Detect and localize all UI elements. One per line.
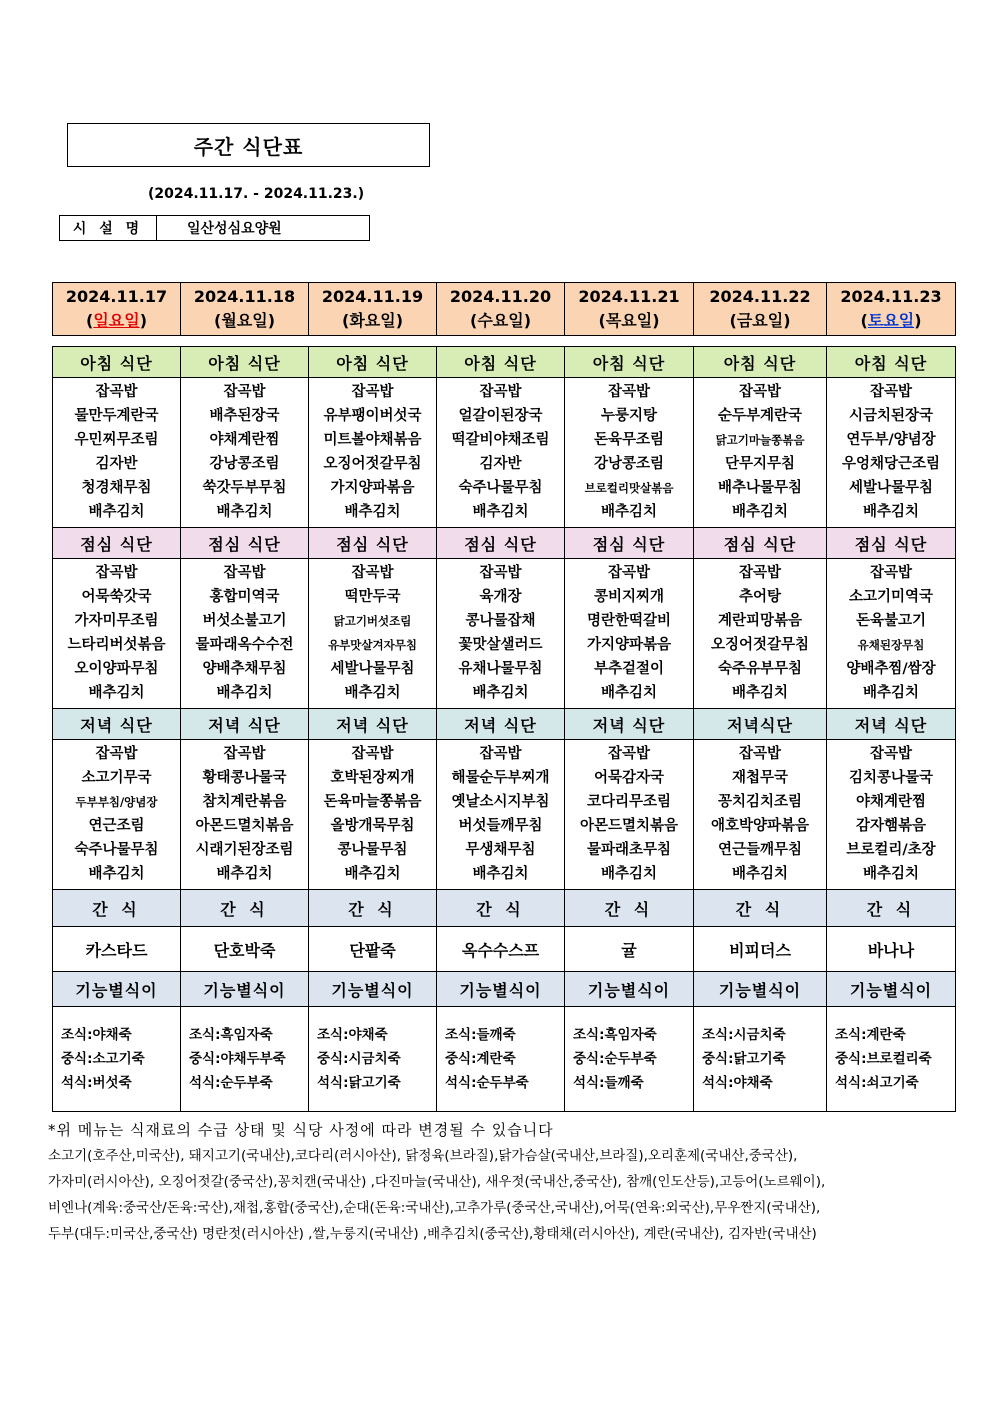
paren: ( [729, 311, 737, 330]
snack-item: 귤 [565, 927, 694, 972]
menu-item: 홍합미역국 [209, 589, 280, 605]
menu-item: 잡곡밥 [351, 565, 394, 581]
menu-item: 배추김치 [216, 685, 273, 701]
day-name: 금요일 [736, 311, 784, 330]
menu-item: 배추김치 [862, 866, 920, 882]
menu-item: 김자반 [95, 456, 138, 472]
origin-note: 가자미(러시아산), 오징어젓갈(중국산),꽁치캔(국내산) ,다진마늘(국내산), 새우젓(국내산,중국산), 참깨(인도산등),고등어(노르웨이), [48, 1174, 826, 1190]
breakfast-band [53, 347, 956, 378]
facility-label: 시 설 명 [60, 216, 157, 240]
functional-cell [437, 1007, 565, 1112]
menu-item: 콩나물무침 [337, 842, 408, 858]
dinner-label: 저녁 식단 [53, 709, 181, 740]
menu-item: 콩비지찌개 [593, 589, 665, 605]
menu-item: 양배추찜/쌈장 [846, 661, 936, 677]
menu-item: 코다리무조림 [586, 794, 672, 810]
menu-item: 배추김치 [344, 866, 401, 882]
day-header [309, 283, 437, 336]
breakfast-menu-cell [437, 378, 565, 528]
breakfast-label: 아침 식단 [53, 347, 181, 378]
breakfast-label: 아침 식단 [181, 347, 309, 378]
facility-name: 일산성심요양원 [187, 221, 282, 237]
menu-item: 애호박양파볶음 [710, 818, 810, 834]
menu-item: 세발나물무침 [848, 480, 934, 496]
menu-item: 잡곡밥 [351, 746, 394, 762]
paren: ) [652, 311, 660, 330]
functional-item: 중식:순두부죽 [573, 1051, 657, 1067]
menu-item: 올방개묵무침 [330, 818, 415, 834]
breakfast-menu-cell [309, 378, 437, 528]
breakfast-menu-cell [827, 378, 956, 528]
menu-item: 잡곡밥 [738, 565, 782, 581]
menu-item: 배추김치 [472, 685, 529, 701]
functional-item: 조식:계란죽 [835, 1027, 906, 1043]
snack-label: 간 식 [565, 890, 694, 927]
snack-item: 비피더스 [694, 927, 827, 972]
snack-item: 카스타드 [53, 927, 181, 972]
day-date: 2024.11.20 [449, 287, 552, 306]
origin-note: 두부(대두:미국산,중국산) 명란젓(러시아산) ,쌀,누룽지(국내산) ,배추김치(중국산),황태채(러시아산), 계란(국내산), 김자반(국내산) [48, 1226, 817, 1242]
menu-item: 소고기무국 [81, 770, 152, 786]
menu-item: 잡곡밥 [223, 746, 266, 762]
functional-item: 중식:야채두부죽 [189, 1051, 286, 1067]
day-header [565, 283, 694, 336]
menu-item: 아몬드멸치볶음 [195, 818, 294, 834]
functional-label: 기능별식이 [827, 972, 956, 1007]
functional-label: 기능별식이 [565, 972, 694, 1007]
day-name: 화요일 [349, 311, 396, 330]
menu-item: 무생채무침 [465, 842, 536, 858]
menu-item: 물파래초무침 [586, 842, 672, 858]
breakfast-label: 아침 식단 [827, 347, 956, 378]
menu-item: 명란한떡갈비 [586, 613, 672, 629]
snack-item: 단호박죽 [181, 927, 309, 972]
menu-item: 숙주유부무침 [717, 661, 803, 677]
functional-label: 기능별식이 [53, 972, 181, 1007]
day-name: 목요일 [605, 311, 653, 330]
menu-item: 연근조림 [88, 818, 145, 834]
menu-item: 미트볼야채볶음 [323, 432, 422, 448]
functional-cell [181, 1007, 309, 1112]
dinner-label: 저녁 식단 [827, 709, 956, 740]
date-header-table [52, 282, 956, 336]
snack-label: 간 식 [53, 890, 181, 927]
date-range: (2024.11.17. - 2024.11.23.) [148, 186, 365, 202]
menu-item: 어묵쑥갓국 [81, 589, 152, 605]
menu-item: 배추나물무침 [717, 480, 803, 496]
lunch-menu-cell [309, 559, 437, 709]
menu-item: 잡곡밥 [223, 565, 266, 581]
day-name: 토요일 [867, 311, 915, 330]
functional-item: 석식:닭고기죽 [317, 1075, 401, 1091]
menu-item: 잡곡밥 [95, 746, 138, 762]
menu-item: 잡곡밥 [223, 384, 266, 400]
functional-cell [827, 1007, 956, 1112]
paren: ) [139, 311, 147, 330]
menu-item: 계란피망볶음 [717, 613, 803, 629]
lunch-label: 점심 식단 [53, 528, 181, 559]
menu-item: 잡곡밥 [479, 565, 522, 581]
menu-item: 느타리버섯볶음 [67, 637, 166, 653]
menu-item: 김자반 [479, 456, 522, 472]
day-date: 2024.11.17 [65, 287, 168, 306]
menu-item: 잡곡밥 [351, 384, 394, 400]
functional-row [53, 1007, 956, 1112]
day-header [437, 283, 565, 336]
dinner-menu-cell [565, 740, 694, 890]
functional-item: 중식:시금치죽 [317, 1051, 401, 1067]
paren: ( [86, 311, 94, 330]
menu-item: 배추김치 [216, 504, 273, 520]
lunch-menu-cell [181, 559, 309, 709]
menu-item: 배추김치 [600, 866, 658, 882]
snack-label: 간 식 [694, 890, 827, 927]
menu-item: 돈육불고기 [855, 613, 927, 629]
menu-item: 브로컬리맛살볶음 [584, 481, 674, 495]
menu-item: 잡곡밥 [607, 384, 651, 400]
menu-item: 잡곡밥 [869, 565, 913, 581]
menu-item: 닭고기버섯조림 [333, 614, 412, 628]
menu-item: 추어탕 [738, 589, 782, 605]
paren: ) [914, 311, 922, 330]
menu-item: 얼갈이된장국 [458, 408, 543, 424]
functional-item: 중식:계란죽 [445, 1051, 516, 1067]
menu-item: 꽁치김치조림 [717, 794, 803, 810]
snack-label: 간 식 [827, 890, 956, 927]
functional-item: 중식:소고기죽 [61, 1051, 145, 1067]
menu-item: 배추김치 [88, 866, 145, 882]
menu-item: 숙주나물무침 [458, 480, 543, 496]
menu-item: 강낭콩조림 [209, 456, 280, 472]
functional-item: 중식:닭고기죽 [702, 1051, 786, 1067]
menu-item: 잡곡밥 [479, 746, 522, 762]
menu-item: 우민찌무조림 [74, 432, 159, 448]
lunch-menu-cell [53, 559, 181, 709]
functional-label: 기능별식이 [309, 972, 437, 1007]
dinner-label: 저녁 식단 [309, 709, 437, 740]
menu-item: 오징어젓갈무침 [323, 456, 422, 472]
menu-item: 배추김치 [344, 504, 401, 520]
dinner-menu-cell [53, 740, 181, 890]
menu-item: 가지양파볶음 [586, 637, 672, 653]
menu-item: 누룽지탕 [600, 408, 658, 424]
menu-item: 떡갈비야채조림 [451, 432, 550, 448]
menu-item: 배추김치 [216, 866, 273, 882]
paren: ( [470, 311, 478, 330]
snack-label: 간 식 [309, 890, 437, 927]
menu-item: 돈육무조림 [593, 432, 665, 448]
functional-item: 조식:흑임자죽 [573, 1027, 657, 1043]
functional-label: 기능별식이 [181, 972, 309, 1007]
menu-item: 양배추채무침 [202, 661, 287, 677]
menu-item: 시금치된장국 [848, 408, 934, 424]
paren: ( [214, 311, 222, 330]
breakfast-items-row [53, 378, 956, 528]
day-name-line [565, 309, 693, 333]
menu-item: 버섯들깨무침 [458, 818, 543, 834]
notes [48, 1117, 948, 1247]
menu-item: 어묵감자국 [593, 770, 665, 786]
origin-note: 소고기(호주산,미국산), 돼지고기(국내산),코다리(러시아산), 닭정육(브라질),닭가슴살(국내산,브라질),오리훈제(국내산,중국산), [48, 1148, 798, 1164]
menu-item: 닭고기마늘쫑볶음 [715, 433, 805, 447]
menu-item: 오이양파무침 [74, 661, 159, 677]
functional-item: 석식:들깨죽 [573, 1075, 644, 1091]
functional-item: 석식:야채죽 [702, 1075, 773, 1091]
menu-item: 두부부침/양념장 [75, 795, 158, 809]
menu-item: 쑥갓두부무침 [202, 480, 287, 496]
menu-item: 세발나물무침 [330, 661, 415, 677]
breakfast-label: 아침 식단 [437, 347, 565, 378]
menu-item: 시래기된장조림 [195, 842, 294, 858]
menu-item: 야채계란찜 [855, 794, 927, 810]
day-name: 수요일 [477, 311, 524, 330]
functional-item: 조식:흑임자죽 [189, 1027, 273, 1043]
functional-cell [694, 1007, 827, 1112]
snack-band [53, 890, 956, 927]
notes-heading: *위 메뉴는 식재료의 수급 상태 및 식당 사정에 따라 변경될 수 있습니다 [48, 1121, 554, 1139]
menu-item: 브로컬리/초장 [846, 842, 936, 858]
menu-item: 떡만두국 [344, 589, 401, 605]
menu-item: 재첩무국 [731, 770, 789, 786]
dinner-label: 저녁 식단 [565, 709, 694, 740]
dinner-label: 저녁 식단 [437, 709, 565, 740]
menu-item: 배추김치 [731, 685, 789, 701]
functional-item: 조식:야채죽 [317, 1027, 388, 1043]
menu-item: 배추김치 [600, 504, 658, 520]
menu-item: 꽃맛살샐러드 [458, 637, 543, 653]
menu-item: 잡곡밥 [869, 746, 913, 762]
functional-cell [565, 1007, 694, 1112]
lunch-label: 점심 식단 [181, 528, 309, 559]
menu-item: 잡곡밥 [869, 384, 913, 400]
menu-item: 잡곡밥 [738, 384, 782, 400]
menu-item: 물만두계란국 [74, 408, 159, 424]
menu-item: 배추김치 [88, 504, 145, 520]
lunch-band [53, 528, 956, 559]
dinner-label: 저녁식단 [694, 709, 827, 740]
dinner-menu-cell [309, 740, 437, 890]
functional-item: 중식:브로컬리죽 [835, 1051, 932, 1067]
menu-item: 배추김치 [731, 866, 789, 882]
day-name: 일요일 [93, 311, 140, 330]
breakfast-label: 아침 식단 [309, 347, 437, 378]
menu-item: 감자햄볶음 [855, 818, 927, 834]
dinner-menu-cell [694, 740, 827, 890]
day-date: 2024.11.19 [321, 287, 424, 306]
menu-item: 단무지무침 [724, 456, 796, 472]
lunch-label: 점심 식단 [309, 528, 437, 559]
day-header [53, 283, 181, 336]
dinner-menu-cell [437, 740, 565, 890]
menu-item: 잡곡밥 [738, 746, 782, 762]
menu-item: 유채나물무침 [458, 661, 543, 677]
functional-item: 조식:시금치죽 [702, 1027, 786, 1043]
day-name-line [437, 309, 564, 333]
menu-item: 연근들깨무침 [717, 842, 803, 858]
menu-item: 황태콩나물국 [202, 770, 287, 786]
menu-item: 배추김치 [862, 504, 920, 520]
paren: ) [523, 311, 531, 330]
menu-item: 잡곡밥 [95, 384, 138, 400]
menu-item: 야채계란찜 [209, 432, 280, 448]
day-date: 2024.11.23 [840, 287, 942, 306]
menu-item: 배추김치 [472, 504, 529, 520]
functional-cell [53, 1007, 181, 1112]
menu-item: 잡곡밥 [607, 746, 651, 762]
lunch-menu-cell [437, 559, 565, 709]
menu-item: 부추겉절이 [593, 661, 665, 677]
snack-item: 단팥죽 [309, 927, 437, 972]
breakfast-label: 아침 식단 [694, 347, 827, 378]
functional-item: 석식:버섯죽 [61, 1075, 132, 1091]
paren: ) [267, 311, 275, 330]
menu-item: 잡곡밥 [95, 565, 138, 581]
lunch-label: 점심 식단 [565, 528, 694, 559]
menu-item: 배추된장국 [209, 408, 280, 424]
paren: ( [598, 311, 606, 330]
paren: ) [783, 311, 791, 330]
lunch-items-row [53, 559, 956, 709]
breakfast-label: 아침 식단 [565, 347, 694, 378]
menu-item: 유부팽이버섯국 [323, 408, 422, 424]
day-name-line [694, 309, 826, 333]
dinner-menu-cell [827, 740, 956, 890]
menu-item: 배추김치 [731, 504, 789, 520]
functional-item: 조식:야채죽 [61, 1027, 132, 1043]
menu-item: 오징어젓갈무침 [710, 637, 810, 653]
lunch-label: 점심 식단 [694, 528, 827, 559]
menu-item: 순두부계란국 [717, 408, 803, 424]
day-name: 월요일 [221, 311, 268, 330]
day-date: 2024.11.18 [193, 287, 296, 306]
menu-item: 배추김치 [344, 685, 401, 701]
menu-item: 연두부/양념장 [846, 432, 936, 448]
dinner-band [53, 709, 956, 740]
lunch-menu-cell [827, 559, 956, 709]
menu-item: 옛날소시지부침 [451, 794, 550, 810]
menu-item: 육개장 [479, 589, 522, 605]
day-header [181, 283, 309, 336]
paren: ( [342, 311, 350, 330]
snack-label: 간 식 [181, 890, 309, 927]
day-name-line [309, 309, 436, 333]
snack-item: 옥수수스프 [437, 927, 565, 972]
menu-item: 호박된장찌개 [330, 770, 415, 786]
lunch-menu-cell [565, 559, 694, 709]
menu-item: 버섯소불고기 [202, 613, 287, 629]
menu-item: 가지양파볶음 [330, 480, 415, 496]
paren: ( [860, 311, 868, 330]
day-header [827, 283, 956, 336]
paren: ) [395, 311, 403, 330]
snack-row [53, 927, 956, 972]
dinner-menu-cell [181, 740, 309, 890]
menu-item: 유채된장무침 [857, 638, 925, 652]
menu-item: 돈육마늘쫑볶음 [323, 794, 422, 810]
breakfast-menu-cell [565, 378, 694, 528]
menu-item: 소고기미역국 [848, 589, 934, 605]
page-title: 주간 식단표 [67, 123, 430, 167]
snack-label: 간 식 [437, 890, 565, 927]
dinner-label: 저녁 식단 [181, 709, 309, 740]
day-name-line [53, 309, 180, 333]
functional-item: 조식:들깨죽 [445, 1027, 516, 1043]
menu-item: 청경채무침 [81, 480, 152, 496]
menu-item: 물파래옥수수전 [195, 637, 294, 653]
breakfast-menu-cell [181, 378, 309, 528]
functional-band [53, 972, 956, 1007]
menu-item: 배추김치 [600, 685, 658, 701]
breakfast-menu-cell [694, 378, 827, 528]
lunch-menu-cell [694, 559, 827, 709]
menu-item: 배추김치 [862, 685, 920, 701]
menu-item: 아몬드멸치볶음 [579, 818, 679, 834]
breakfast-menu-cell [53, 378, 181, 528]
day-name-line [827, 309, 955, 333]
lunch-label: 점심 식단 [827, 528, 956, 559]
menu-item: 잡곡밥 [607, 565, 651, 581]
menu-item: 가자미무조림 [74, 613, 159, 629]
facility-box [59, 215, 370, 241]
menu-item: 배추김치 [472, 866, 529, 882]
day-date: 2024.11.21 [578, 287, 680, 306]
menu-item: 숙주나물무침 [74, 842, 159, 858]
menu-item: 우엉채당근조림 [841, 456, 941, 472]
menu-item: 김치콩나물국 [848, 770, 934, 786]
origin-note: 비엔나(계육:중국산/돈육:국산),재첩,홍합(중국산),순대(돈육:국내산),고추가루(중국산,국내산),어묵(연육:외국산),무우짠지(국내산), [48, 1200, 821, 1216]
dinner-items-row [53, 740, 956, 890]
menu-item: 배추김치 [88, 685, 145, 701]
day-header [694, 283, 827, 336]
day-name-line [181, 309, 308, 333]
menu-item: 잡곡밥 [479, 384, 522, 400]
menu-item: 강낭콩조림 [593, 456, 665, 472]
functional-cell [309, 1007, 437, 1112]
menu-item: 참치계란볶음 [202, 794, 287, 810]
functional-item: 석식:순두부죽 [189, 1075, 273, 1091]
menu-item: 해물순두부찌개 [451, 770, 550, 786]
menu-item: 콩나물잡채 [465, 613, 536, 629]
menu-table [52, 346, 956, 1112]
menu-item: 유부맛살겨자무침 [328, 638, 417, 652]
functional-item: 석식:쇠고기죽 [835, 1075, 919, 1091]
day-date: 2024.11.22 [709, 287, 811, 306]
functional-label: 기능별식이 [694, 972, 827, 1007]
functional-item: 석식:순두부죽 [445, 1075, 529, 1091]
lunch-label: 점심 식단 [437, 528, 565, 559]
snack-item: 바나나 [827, 927, 956, 972]
functional-label: 기능별식이 [437, 972, 565, 1007]
